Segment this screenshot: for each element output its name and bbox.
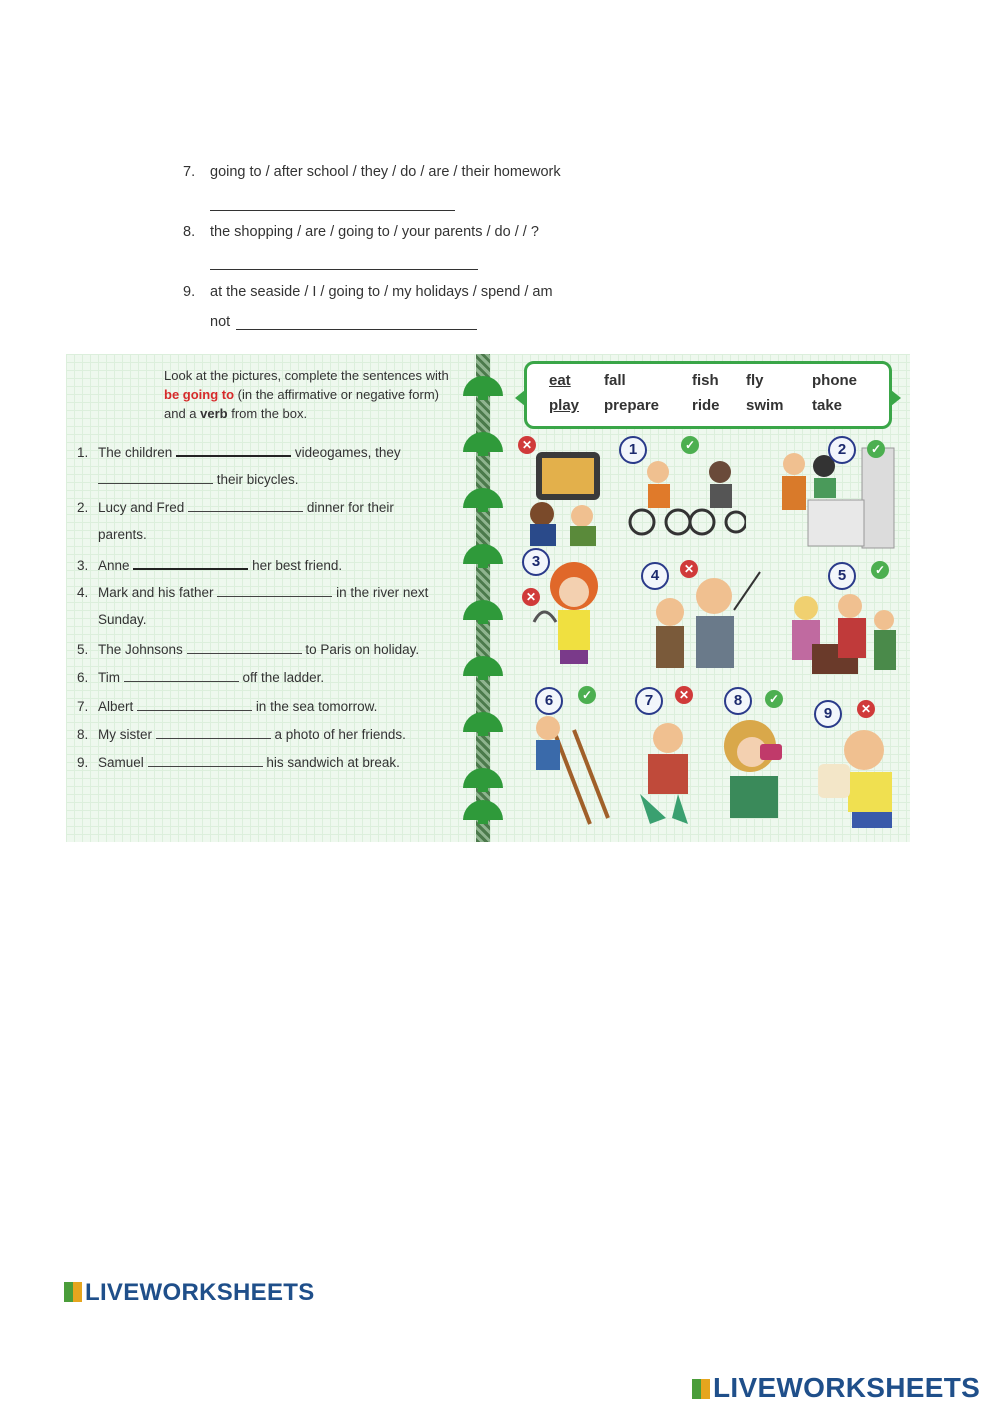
family-travel-illustration [786,584,900,690]
verb-swim: swim [746,397,784,414]
liveworksheets-logo [64,1279,315,1307]
cross-icon: ✕ [675,686,693,704]
picture-number-badge: 4 [641,562,669,590]
exercise-item-4-cont [98,612,147,627]
item-number: 5. [77,642,89,657]
answer-blank[interactable] [124,669,239,682]
item-text: to Paris on holiday. [305,642,420,657]
item-text: dinner for their [306,500,394,515]
item-number: 3. [77,558,89,573]
item-text: his sandwich at break. [266,755,400,770]
verb-fish: fish [692,372,719,389]
verb-fall: fall [604,372,626,389]
picture-number-badge: 8 [724,687,752,715]
exercise-item-5 [77,641,419,657]
item-text: Anne [98,558,130,573]
check-icon: ✓ [681,436,699,454]
item-text: in the sea tomorrow. [255,699,378,714]
item-text: Sunday. [98,612,147,627]
verb-play: play [549,397,580,414]
children-bicycles-illustration [622,458,746,538]
boy-swimming-illustration [628,712,700,830]
answer-blank[interactable] [156,726,271,739]
exercise-item-3 [77,556,342,573]
picture-number-badge: 3 [522,548,550,576]
answer-blank[interactable] [148,754,263,767]
answer-blank[interactable] [187,641,302,654]
boy-eating-sandwich-illustration [808,724,902,836]
answer-blank[interactable] [137,698,252,711]
picture-number-badge: 5 [828,562,856,590]
item-text: My sister [98,727,152,742]
exercise-item-1 [77,443,401,460]
question-number: 8. [183,224,196,240]
item-text: Lucy and Fred [98,500,185,515]
item-text: The children [98,445,173,460]
answer-blank[interactable] [98,471,213,484]
item-number: 8. [77,727,89,742]
question-text: the shopping / are / going to / your parents / do / / ? [210,224,539,240]
instruction-text: (in the affirmative or negative form) and a [164,387,439,421]
exercise-item-9 [77,754,400,770]
picture-number-badge: 7 [635,687,663,715]
boy-falling-ladder-illustration [520,706,614,826]
item-text: in the river next [336,585,429,600]
item-text: their bicycles. [216,472,299,487]
item-text: parents. [98,527,147,542]
question-number: 7. [183,164,196,180]
exercise-item-2-cont [98,527,147,542]
verb-ride: ride [692,397,720,414]
check-icon: ✓ [871,561,889,579]
answer-blank[interactable] [176,443,291,457]
verb-eat: eat [549,372,571,389]
children-videogames-illustration [522,436,607,548]
exercise-item-6 [77,669,324,685]
check-icon: ✓ [765,690,783,708]
cross-icon: ✕ [857,700,875,718]
item-text: her best friend. [252,558,343,573]
liveworksheets-logo-icon [692,1379,710,1399]
answer-blank[interactable] [217,584,332,597]
question-7 [183,164,561,180]
picture-number-badge: 1 [619,436,647,464]
item-number: 1. [77,445,89,460]
item-number: 9. [77,755,89,770]
item-text: off the ladder. [242,670,325,685]
prefix-text: not [210,314,231,330]
picture-number-badge: 2 [828,436,856,464]
question-9-prefix [210,314,230,330]
verb-fly: fly [746,372,764,389]
answer-line-7[interactable] [210,210,455,211]
check-icon: ✓ [867,440,885,458]
item-number: 2. [77,500,89,515]
check-icon: ✓ [578,686,596,704]
item-number: 4. [77,585,89,600]
exercise-item-1-cont [98,471,299,487]
instruction-text: Look at the pictures, complete the sentences with [164,368,449,383]
item-text: Samuel [98,755,144,770]
instruction-text: from the box. [227,406,308,421]
picture-number-badge: 6 [535,687,563,715]
brand-text: LIVEWORKSHEETS [713,1372,981,1403]
item-text: a photo of her friends. [274,727,406,742]
cross-icon: ✕ [522,588,540,606]
item-number: 7. [77,699,89,714]
item-number: 6. [77,670,89,685]
verb-take: take [812,397,843,414]
verb-prepare: prepare [604,397,660,414]
answer-line-8[interactable] [210,269,478,270]
cross-icon: ✕ [680,560,698,578]
exercise-item-2 [77,499,394,515]
instructions [164,366,454,423]
instruction-verb-word: verb [200,406,228,421]
liveworksheets-logo [692,1372,980,1404]
question-number: 9. [183,284,196,300]
item-text: The Johnsons [98,642,183,657]
item-text: videogames, they [294,445,401,460]
item-text: Mark and his father [98,585,214,600]
question-8 [183,224,539,240]
exercise-item-4 [77,584,428,600]
verb-phone: phone [812,372,857,389]
picture-number-badge: 9 [814,700,842,728]
answer-blank[interactable] [133,556,248,570]
exercise-item-7 [77,698,377,714]
brand-text: LIVEWORKSHEETS [85,1279,315,1306]
girl-photo-illustration [706,712,800,820]
question-text: going to / after school / they / do / are / their homework [210,164,561,180]
item-text: Albert [98,699,134,714]
liveworksheets-logo-icon [64,1282,82,1302]
cross-icon: ✕ [518,436,536,454]
question-9 [183,284,553,300]
answer-blank[interactable] [188,499,303,512]
exercise-item-8 [77,726,406,742]
question-text: at the seaside / I / going to / my holidays / spend / am [210,284,553,300]
instruction-highlight: be going to [164,387,235,402]
answer-line-9[interactable] [236,329,477,330]
item-text: Tim [98,670,120,685]
